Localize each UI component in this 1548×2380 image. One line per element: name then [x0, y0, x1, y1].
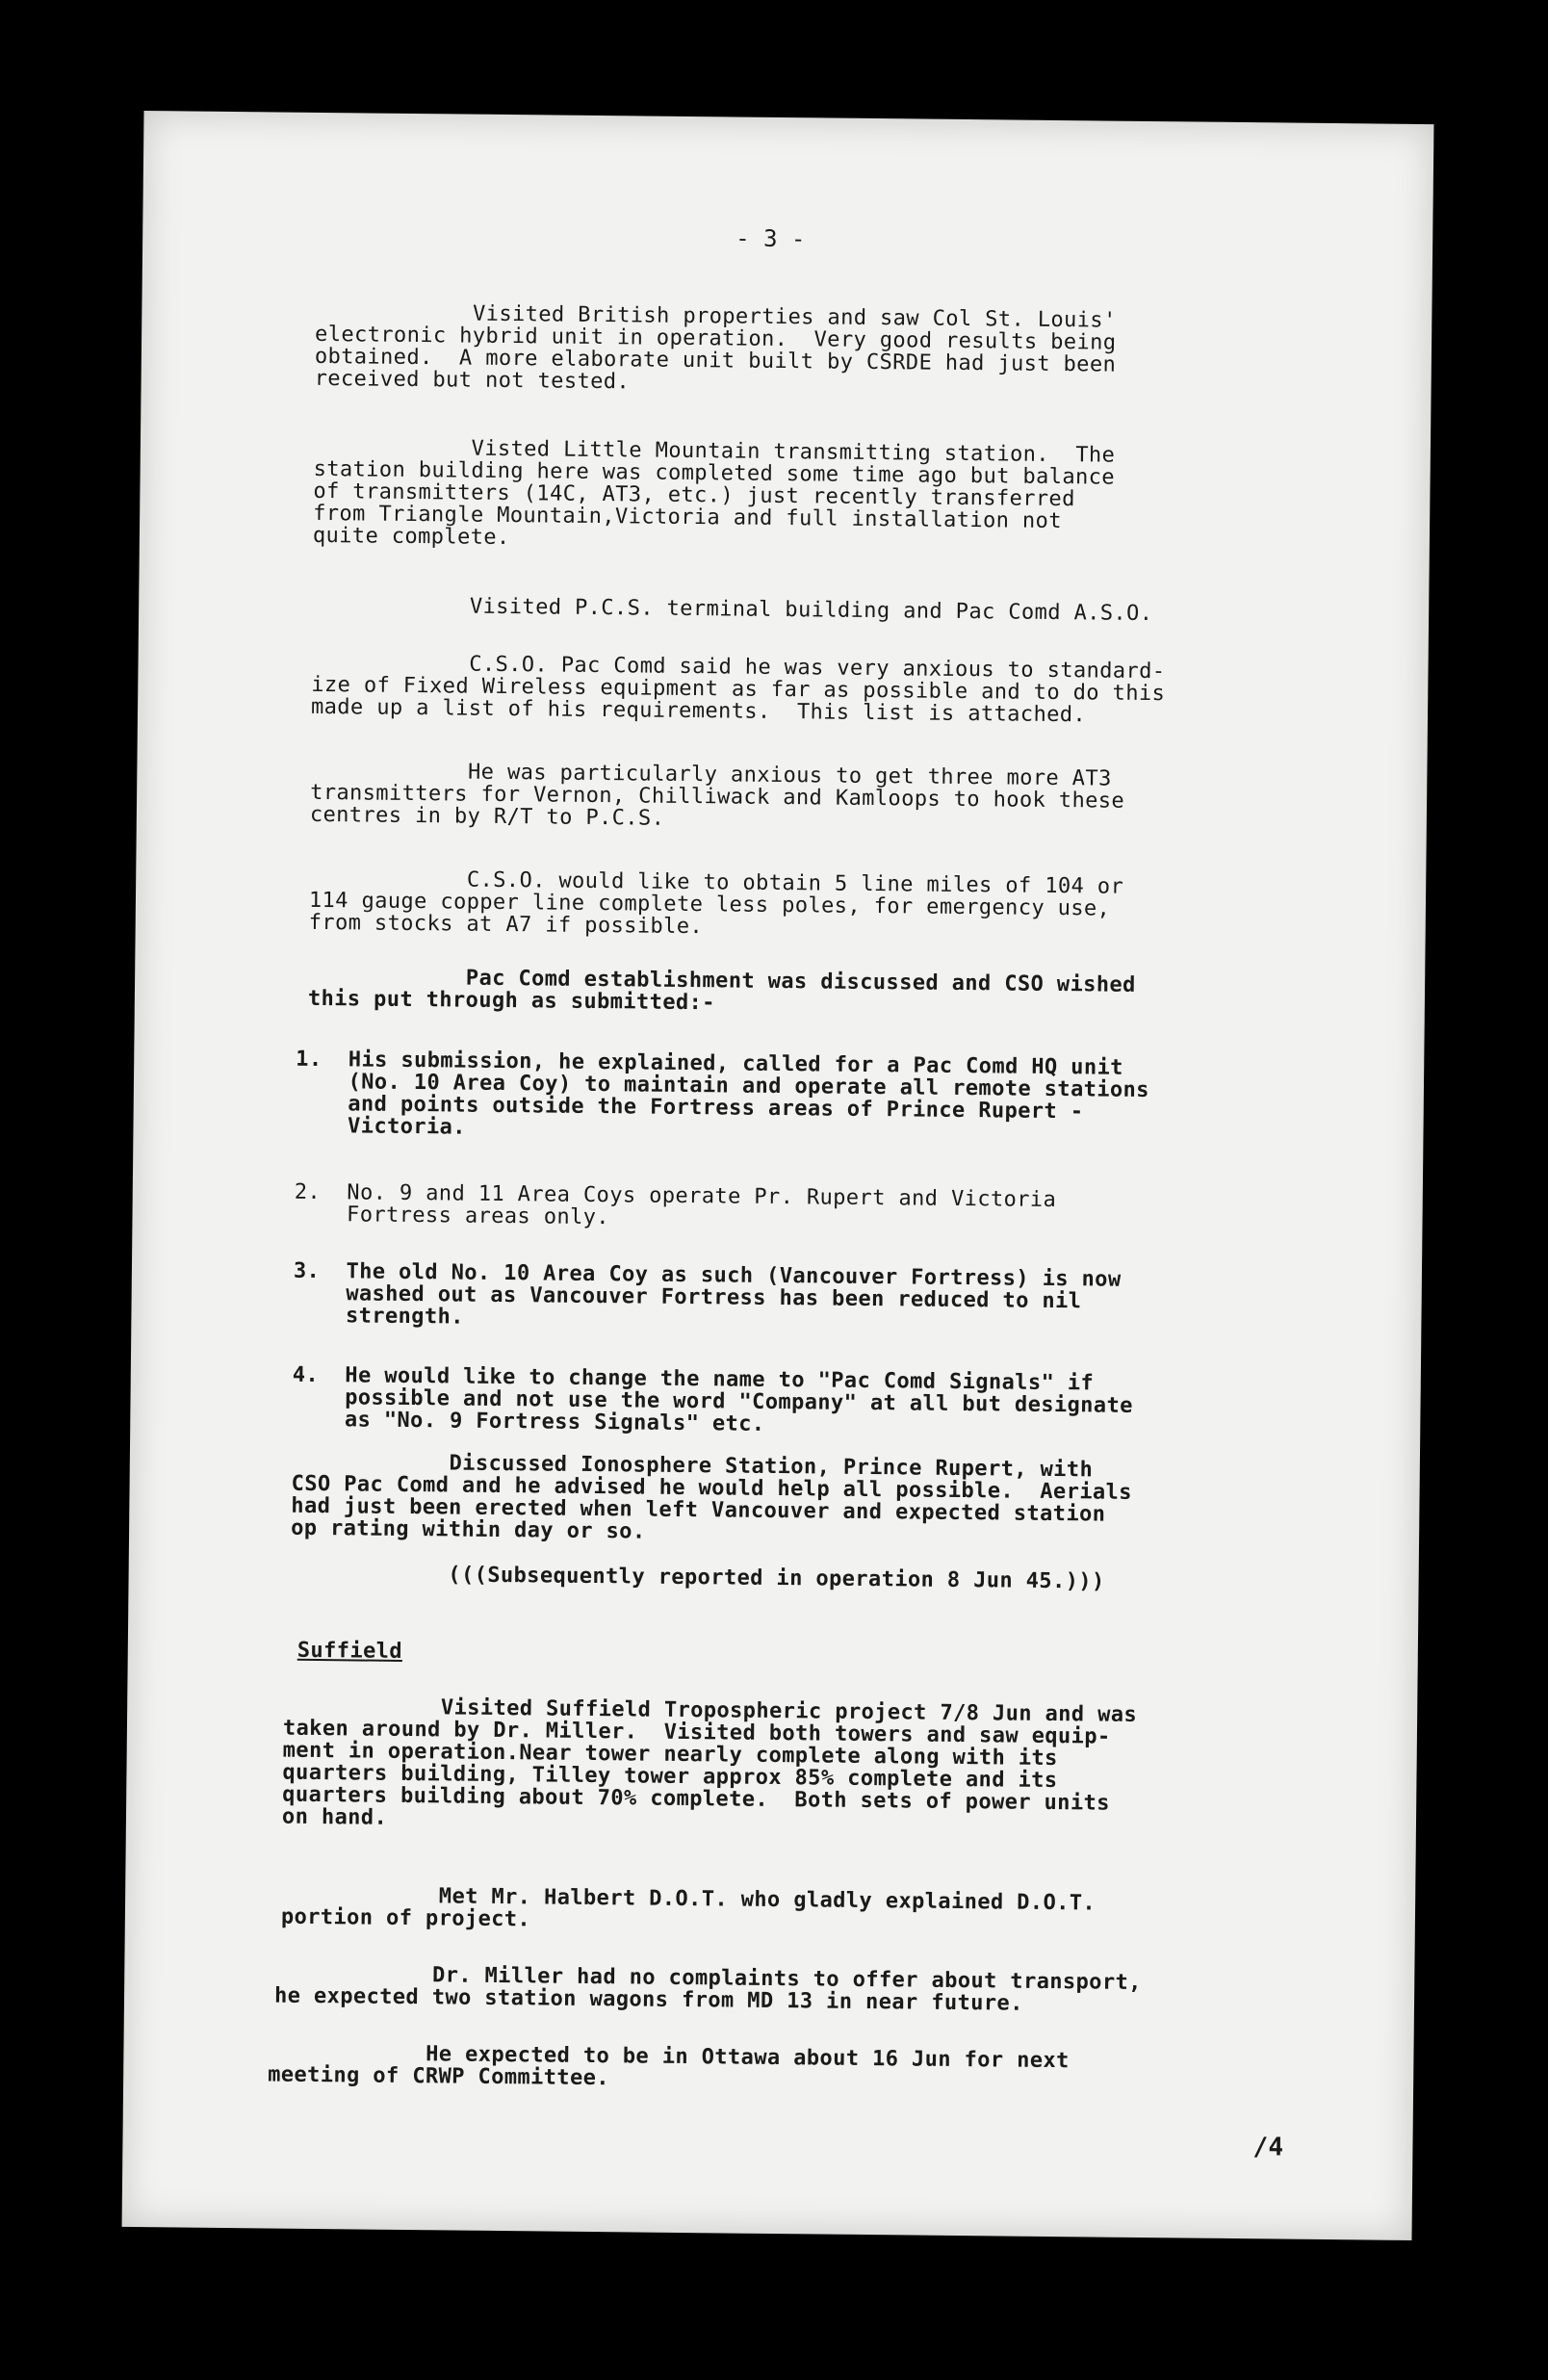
paragraph-little-mountain: Visted Little Mountain transmitting station. The station building here was completed some time ago but balance of transmitters (14C, AT3, etc.) just recently transferred from Triangle Mountain,Victoria and full installation not quite complete. — [312, 434, 1116, 551]
numbered-item-1: 1. His submission, he explained, called for a Pac Comd HQ unit (No. 10 Area Coy) to maintain and operate all remote stations and points outside the Fortress areas of Prince Rupert - Victoria. — [295, 1047, 1150, 1140]
paragraph-transport: Dr. Miller had no complaints to offer about transport, he expected two station wagons from MD 13 in near future. — [273, 1961, 1142, 2016]
paragraph-suffield-visit: Visited Suffield Tropospheric project 7/8 Jun and was taken around by Dr. Miller. Visited both towers and saw equip- ment in operation.Near tower nearly complete along with its quarters building, Tilley tower approx 85% complete and its quarters building about 70% complete. Both sets of power units on hand. — [281, 1694, 1138, 1830]
paragraph-pcs-terminal: Visited P.C.S. terminal building and Pac Comd A.S.O. — [312, 592, 1153, 627]
numbered-item-2: 2. No. 9 and 11 Area Coys operate Pr. Rupert and Victoria Fortress areas only. — [294, 1179, 1057, 1230]
paragraph-copper-line: C.S.O. would like to obtain 5 line miles of 104 or 114 gauge copper line complete less poles, for emergency use, from stocks at A7 if possible. — [308, 866, 1124, 940]
paragraph-halbert: Met Mr. Halbert D.O.T. who gladly explained D.O.T. portion of project. — [280, 1882, 1096, 1932]
page-number: - 3 - — [735, 224, 806, 253]
paragraph-ottawa: He expected to be in Ottawa about 16 Jun for next meeting of CRWP Committee. — [268, 2040, 1070, 2091]
paragraph-subsequently: (((Subsequently reported in operation 8 Jun 45.))) — [290, 1561, 1105, 1594]
paragraph-establishment: Pac Comd establishment was discussed and CSO wished this put through as submitted:- — [307, 964, 1136, 1016]
document-page — [122, 111, 1434, 2240]
paragraph-at3-transmitters: He was particularly anxious to get three more AT3 transmitters for Vernon, Chilliwack and Kamloops to hook these centres in by R/T to P.C.S. — [309, 758, 1125, 831]
page-reference: /4 — [1252, 2133, 1284, 2162]
section-heading-suffield: Suffield — [297, 1638, 403, 1664]
numbered-item-4: 4. He would like to change the name to "Pac Comd Signals" if possible and not use the word "Company" at all but designate as "No. 9 Fortress Signals" etc. — [292, 1362, 1133, 1436]
numbered-item-3: 3. The old No. 10 Area Coy as such (Vancouver Fortress) is now washed out as Vancouver Fortress has been reduced to nil strength. — [293, 1258, 1122, 1330]
paragraph-british-properties: Visited British properties and saw Col St. Louis' electronic hybrid unit in operation. Very good results being obtained. A more elaborate unit built by CSRDE had just been received but not tested. — [314, 299, 1117, 395]
paragraph-cso-standardize: C.S.O. Pac Comd said he was very anxious to standard- ize of Fixed Wireless equipment as far as possible and to do this made up a list of his requirements. This list is attached. — [310, 650, 1166, 728]
paragraph-ionosphere: Discussed Ionosphere Station, Prince Rupert, with CSO Pac Comd and he advised he would help all possible. Aerials had just been erected when left Vancouver and expected station op rating within day or so. — [291, 1449, 1132, 1544]
